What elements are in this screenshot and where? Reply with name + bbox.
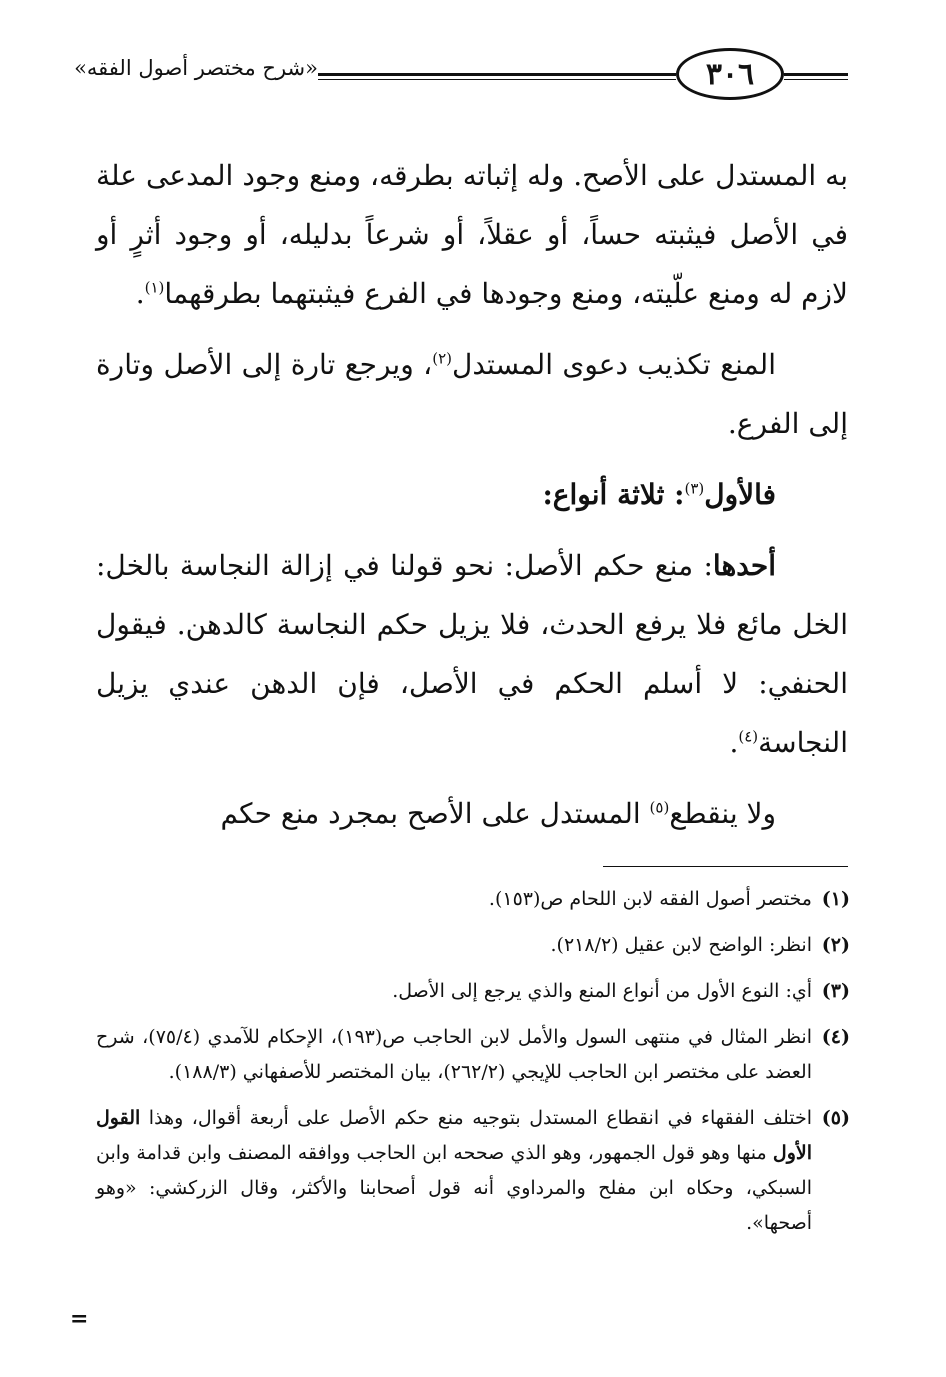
paragraph-4-text: : منع حكم الأصل: نحو قولنا في إزالة النجاسة بالخل: الخل مائع فلا يرفع الحدث، فلا يزيل حكم النجاسة كالدهن. فيقول الحنفي: لا أسلم الحكم في الأصل، فإن الدهن عندي يزيل النجاسة (96, 549, 848, 759)
paragraph-2 (96, 335, 848, 453)
footnote-ref-5: (٥) (649, 798, 670, 817)
footnote-ref-3: (٣) (684, 479, 705, 498)
footnote-text: مختصر أصول الفقه لابن اللحام ص(١٥٣). (488, 888, 812, 910)
paragraph-4-end: . (729, 726, 739, 759)
header-rule-left (318, 73, 676, 76)
continuation-mark: = (70, 1306, 89, 1332)
footnote-5 (96, 1101, 850, 1241)
footnote-text-a: اختلف الفقهاء في انقطاع المستدل بتوجيه منع حكم الأصل على أربعة أقوال، وهذا (140, 1107, 812, 1129)
paragraph-1-text: به المستدل على الأصح. وله إثباته بطرقه، ومنع وجود المدعى علة في الأصل فيثبته حساً، أو عقلاً، أو شرعاً بدليله، أو وجود أثرٍ أو لازم له ومنع علّيته، ومنع وجودها في الفرع فيثبتهما بطرقهما (96, 159, 848, 310)
paragraph-1-end: . (135, 277, 145, 310)
section-heading-text-b: : ثلاثة أنواع: (542, 478, 685, 511)
paragraph-4-lead: أحدها (712, 549, 776, 582)
header-rule-left-thin (318, 79, 676, 80)
running-title: «شرح مختصر أصول الفقه» (74, 56, 318, 80)
footnote-number: (٢) (821, 934, 850, 956)
footnote-number: (٥) (821, 1107, 850, 1129)
footnote-text-bold: القول الأول (96, 1107, 812, 1164)
section-heading-text-a: فالأول (704, 478, 776, 511)
footnote-text: انظر: الواضح لابن عقيل (٢١٨/٢). (550, 934, 812, 956)
paragraph-2-text-a: المنع تكذيب دعوى المستدل (452, 348, 776, 381)
paragraph-5 (96, 784, 848, 843)
footnotes (96, 882, 850, 1252)
header-rule-right (784, 73, 848, 76)
footnote-ref-4: (٤) (738, 727, 759, 746)
footnote-text (96, 1101, 812, 1241)
paragraph-5-text-a: ولا ينقطع (669, 797, 776, 830)
page-header (0, 0, 946, 130)
page-number: ٣٠٦ (676, 48, 784, 100)
paragraph-4 (96, 536, 848, 772)
footnote-number: (١) (821, 888, 850, 910)
footnote-ref-2: (٢) (432, 349, 452, 368)
paragraph-1 (96, 146, 848, 323)
paragraph-2-text-b: ، ويرجع تارة إلى الأصل وتارة إلى الفرع. (96, 348, 848, 440)
footnote-2 (96, 928, 850, 963)
footnote-text-b: منها وهو قول الجمهور، وهو الذي صححه ابن الحاجب ووافقه المصنف وابن قدامة وابن السبكي، وحكاه ابن مفلح والمرداوي أنه قول أصحابنا والأكثر، وقال الزركشي: «وهو أصحها». (96, 1142, 812, 1234)
footnote-separator (603, 866, 848, 867)
footnote-number: (٣) (821, 980, 850, 1002)
main-text (96, 146, 848, 843)
section-heading (96, 465, 848, 524)
header-rule-right-thin (784, 79, 848, 80)
footnote-3 (96, 974, 850, 1009)
footnote-text: أي: النوع الأول من أنواع المنع والذي يرجع إلى الأصل. (392, 980, 812, 1002)
footnote-1 (96, 882, 850, 917)
footnote-text: انظر المثال في منتهى السول والأمل لابن الحاجب ص(١٩٣)، الإحكام للآمدي (٧٥/٤)، شرح العضد على مختصر ابن الحاجب للإيجي (٢٦٢/٢)، بيان المختصر للأصفهاني (١٨٨/٣). (96, 1026, 812, 1083)
footnote-ref-1: (١) (144, 278, 165, 297)
paragraph-5-text-b: المستدل على الأصح بمجرد منع حكم (220, 797, 650, 830)
footnote-number: (٤) (821, 1026, 850, 1048)
footnote-4 (96, 1020, 850, 1090)
